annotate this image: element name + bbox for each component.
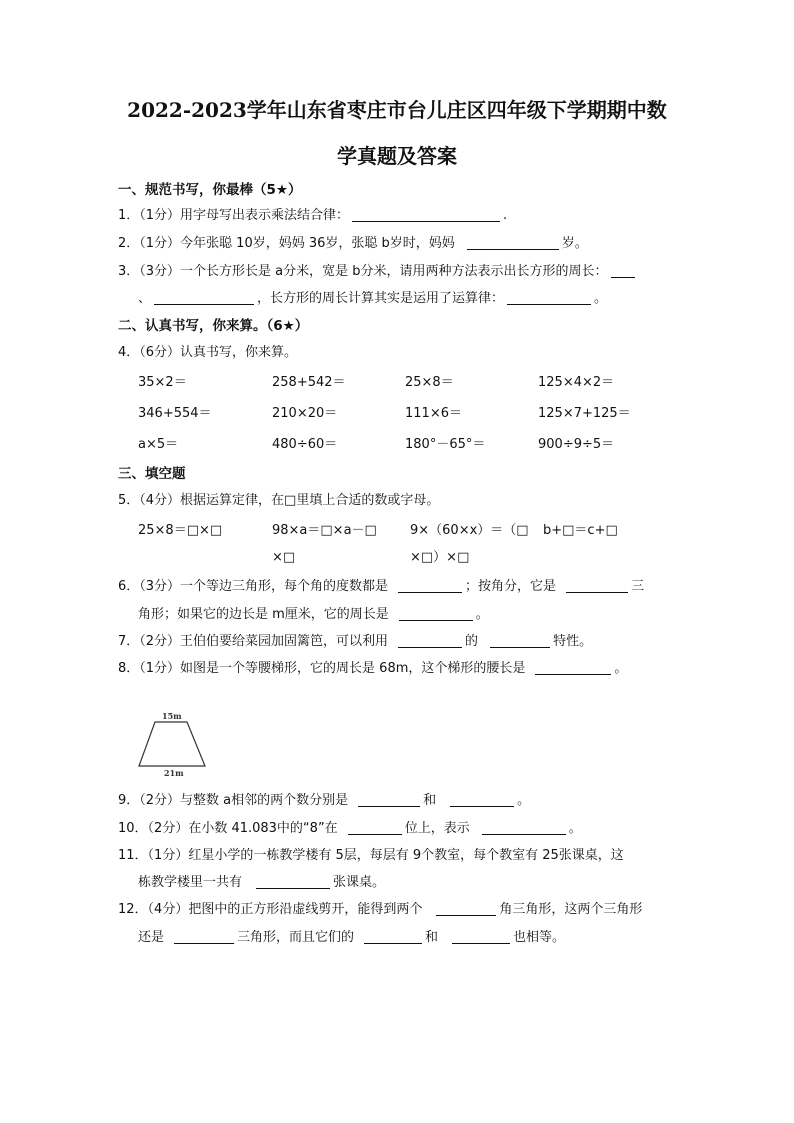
answer-blank[interactable] [364, 929, 422, 944]
question-5: 5．（4分）根据运算定律，在□里填上合适的数或字母。 [118, 493, 440, 508]
answer-blank[interactable] [398, 633, 462, 648]
calc-item: 35×2＝ [138, 375, 187, 390]
calc-item: 111×6＝ [405, 406, 462, 421]
calc-item: 346+554＝ [138, 406, 212, 421]
answer-blank[interactable] [467, 235, 559, 250]
calc-item: 25×8＝ [405, 375, 454, 390]
calc-item: 900÷9÷5＝ [538, 437, 615, 452]
fill-item: ×□）×□ [410, 550, 470, 565]
section-heading-3: 三、填空题 [118, 466, 186, 482]
fill-item: 98×a＝□×a－□ [272, 523, 377, 538]
question-3-sep: 、 [138, 291, 152, 306]
question-12-text-3: 还是 [138, 930, 165, 945]
question-3-text-2: ，长方形的周长计算其实是运用了运算律： [257, 291, 505, 306]
question-12-text-5: 和 [425, 930, 439, 945]
fill-item: 9×（60×x）＝（□ [410, 523, 529, 538]
question-7-text-2: 的 [465, 634, 479, 649]
question-2-text: 2．（1分）今年张聪 10岁，妈妈 36岁，张聪 b岁时，妈妈 [118, 236, 455, 251]
question-12-text-2: 角三角形，这两个三角形 [499, 902, 643, 917]
question-7 [118, 633, 592, 651]
answer-blank[interactable] [352, 207, 500, 222]
answer-blank[interactable] [154, 290, 254, 305]
question-6-text-2: ；按角分，它是 [465, 579, 557, 594]
question-10-text: 10．（2分）在小数 41.083中的“8”在 [118, 821, 338, 836]
answer-blank[interactable] [611, 263, 635, 278]
answer-blank[interactable] [482, 820, 566, 835]
question-11-end: 张课桌。 [333, 875, 386, 890]
question-10 [118, 820, 582, 838]
question-3-end: 。 [594, 291, 608, 306]
question-11-line-2 [138, 874, 385, 892]
question-6-end: 。 [475, 607, 489, 622]
question-1-text: 1．（1分）用字母写出表示乘法结合律： [118, 208, 350, 223]
section-heading-1: 一、规范书写，你最棒（5★） [118, 182, 302, 198]
question-3-text: 3．（3分）一个长方形长是 a分米，宽是 b分米，请用两种方法表示出长方形的周长： [118, 264, 608, 279]
question-8-end: 。 [614, 661, 628, 676]
question-12-text-4: 三角形，而且它们的 [237, 930, 355, 945]
question-8-text: 8．（1分）如图是一个等腰梯形，它的周长是 68m，这个梯形的腰长是 [118, 661, 526, 676]
answer-blank[interactable] [452, 929, 510, 944]
question-4: 4．（6分）认真书写，你来算。 [118, 345, 298, 360]
trapezoid-top-label: 15m [162, 711, 182, 721]
question-1-end: . [503, 208, 508, 223]
answer-blank[interactable] [535, 660, 611, 675]
question-7-end: 特性。 [553, 634, 593, 649]
page-title-line-2: 学真题及答案 [337, 144, 457, 168]
calc-item: 480÷60＝ [272, 437, 338, 452]
question-6-line-2 [138, 606, 489, 624]
question-3-line-2 [138, 290, 607, 308]
question-10-text-2: 位上，表示 [404, 821, 470, 836]
question-2-end: 岁。 [561, 236, 588, 251]
trapezoid-figure [133, 708, 213, 780]
answer-blank[interactable] [507, 290, 591, 305]
question-6-text-4: 角形；如果它的边长是 m厘米，它的周长是 [138, 607, 389, 622]
section-heading-2: 二、认真书写，你来算。（6★） [118, 318, 309, 334]
page-title-line-1: 2022-2023学年山东省枣庄市台儿庄区四年级下学期期中数 [127, 98, 667, 122]
answer-blank[interactable] [348, 820, 402, 835]
answer-blank[interactable] [490, 633, 550, 648]
answer-blank[interactable] [436, 901, 496, 916]
question-11-text: 栋教学楼里一共有 [138, 875, 243, 890]
answer-blank[interactable] [399, 606, 473, 621]
question-11-line-1: 11．（1分）红星小学的一栋教学楼有 5层，每层有 9个教室，每个教室有 25张课桌，这 [118, 848, 624, 863]
answer-blank[interactable] [398, 578, 462, 593]
question-3-line-1 [118, 263, 638, 281]
calc-item: 125×7+125＝ [538, 406, 631, 421]
answer-blank[interactable] [256, 874, 330, 889]
answer-blank[interactable] [174, 929, 234, 944]
calc-item: 258+542＝ [272, 375, 346, 390]
question-9-text-2: 和 [423, 793, 437, 808]
question-12-line-1 [118, 901, 642, 919]
fill-item: ×□ [272, 550, 296, 565]
answer-blank[interactable] [358, 792, 420, 807]
question-7-text: 7．（2分）王伯伯要给菜园加固篱笆，可以利用 [118, 634, 389, 649]
question-12-text: 12．（4分）把图中的正方形沿虚线剪开，能得到两个 [118, 902, 423, 917]
question-8 [118, 660, 627, 678]
calc-item: a×5＝ [138, 437, 179, 452]
question-2 [118, 235, 588, 253]
fill-item: 25×8＝□×□ [138, 523, 223, 538]
question-1 [118, 207, 507, 225]
answer-blank[interactable] [566, 578, 628, 593]
question-6-line-1 [118, 578, 644, 596]
question-6-text-3: 三 [631, 579, 645, 594]
question-6-text: 6．（3分）一个等边三角形，每个角的度数都是 [118, 579, 389, 594]
question-9-end: 。 [517, 793, 531, 808]
trapezoid-shape [139, 722, 205, 766]
calc-item: 180°－65°＝ [405, 437, 486, 452]
question-12-line-2 [138, 929, 565, 947]
trapezoid-bottom-label: 21m [164, 768, 184, 778]
calc-item: 125×4×2＝ [538, 375, 615, 390]
question-9 [118, 792, 530, 810]
calc-item: 210×20＝ [272, 406, 338, 421]
trapezoid-diagram [133, 708, 213, 780]
answer-blank[interactable] [450, 792, 514, 807]
question-12-end: 也相等。 [513, 930, 566, 945]
question-9-text: 9．（2分）与整数 a相邻的两个数分别是 [118, 793, 349, 808]
fill-item: b+□＝c+□ [543, 523, 618, 538]
question-10-end: 。 [568, 821, 582, 836]
